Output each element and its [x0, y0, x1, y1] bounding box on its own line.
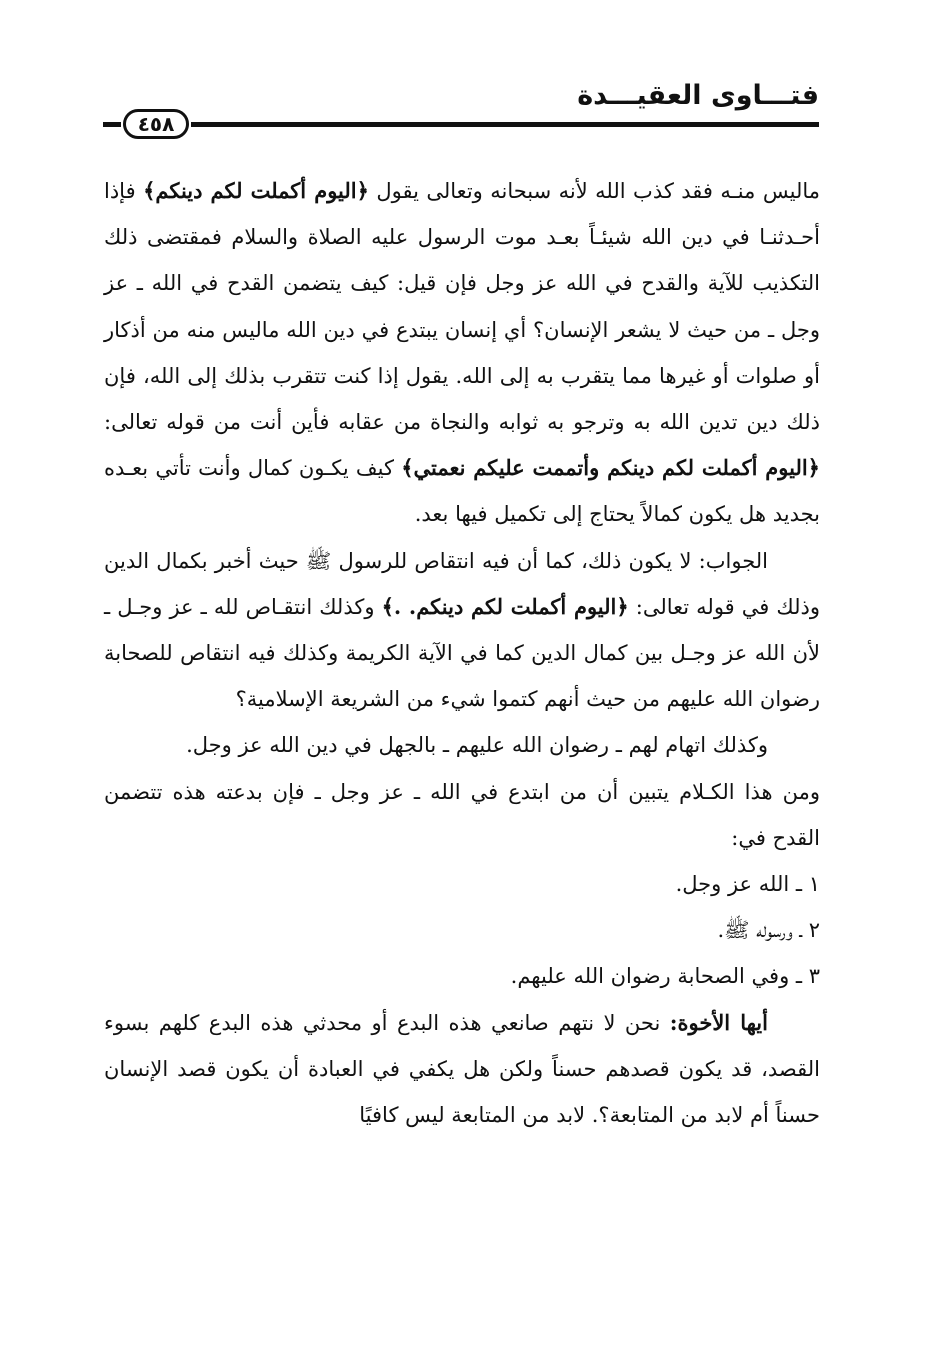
text-run: كيف يكـون كمال وأنت تأتي بعـده بجديد هل يكون كمالاً يحتاج إلى تكميل فيها بعد.: [104, 456, 820, 527]
page-number-ornament: [103, 105, 223, 145]
quran-quote: ﴿اليوم أكملت لكم دينكم﴾: [143, 178, 369, 203]
page-number: ٤٥٨: [123, 109, 189, 139]
page-number-dash-right: [191, 122, 223, 127]
list-item: ١ ـ الله عز وجل.: [675, 872, 820, 897]
quran-quote: ﴿اليوم أكملت لكم دينكم. .﴾: [381, 593, 629, 619]
page-number-dash-left: [103, 122, 121, 127]
header-rule: [223, 122, 819, 127]
paragraph-1: [104, 168, 820, 538]
list-item: ٢ ـ ورسوله ﷺ.: [717, 918, 820, 943]
text-run: وكذلك انتقـاص لله ـ عز وجـل ـ لأن الله عز وجـل بين كمال الدين كما في الآية الكريمة وكذلك فيه انتقاص للصحابة رضوان الله عليهم من حيث أنهم كتموا شيء من الشريعة الإسلامية؟: [104, 594, 820, 712]
list-item: ٣ ـ وفي الصحابة رضوان الله عليهم.: [510, 964, 820, 989]
text-run: نحن لا نتهم صانعي هذه البدع أو محدثي هذه البدع كلهم بسوء القصد، قد يكون قصدهم حسناً ولكن هل يكفي في العبادة أن يكون قصد الإنسان حسناً أم لابد من المتابعة؟. لابد من المتابعة ليس كافيًا: [104, 1010, 820, 1128]
text-run: فإذا أحـدثنـا في دين الله شيئـاً بعـد موت الرسول عليه الصلاة والسلام فمقتضى ذلك التكذيب للآية والقدح في الله عز وجل فإن قيل: كيف يتضمن القدح في الله ـ عز وجل ـ من حيث لا يشعر الإنسان؟ أي إنسان يبتدع في دين الله ماليس منه من أذكار أو صلوات أو غيرها مما يتقرب به إلى الله. يقول إذا كنت تتقرب بذلك إلى الله، فإن ذلك دين تدين الله به وترجو به ثوابه والنجاة من عقابه فأين أنت من قوله تعالى:: [104, 179, 820, 435]
paragraph-lead: أيها الأخوة:: [669, 1009, 768, 1035]
body-text: [104, 168, 820, 1138]
page-header: [103, 70, 819, 150]
text-run: الجواب: لا يكون ذلك، كما أن فيه انتقاص للرسول ﷺ حيث أخبر بكمال الدين وذلك في قوله تعالى:: [104, 548, 820, 619]
paragraph-6: [104, 1000, 820, 1139]
text-run: ماليس منـه فقد كذب الله لأنه سبحانه وتعالى يقول: [368, 179, 820, 203]
paragraph-answer: [104, 538, 820, 723]
paragraph-4: ومن هذا الكـلام يتبين أن من ابتدع في الله ـ عز وجل ـ فإن بدعته هذه تتضمن القدح في:: [104, 779, 820, 850]
quran-quote: ﴿اليوم أكملت لكم دينكم وأتممت عليكم نعمتي﴾: [401, 455, 820, 481]
running-title: فتـــاوى العقيـــدة: [577, 80, 819, 111]
paragraph-3: وكذلك اتهام لهم ـ رضوان الله عليهم ـ بالجهل في دين الله عز وجل.: [186, 733, 768, 758]
